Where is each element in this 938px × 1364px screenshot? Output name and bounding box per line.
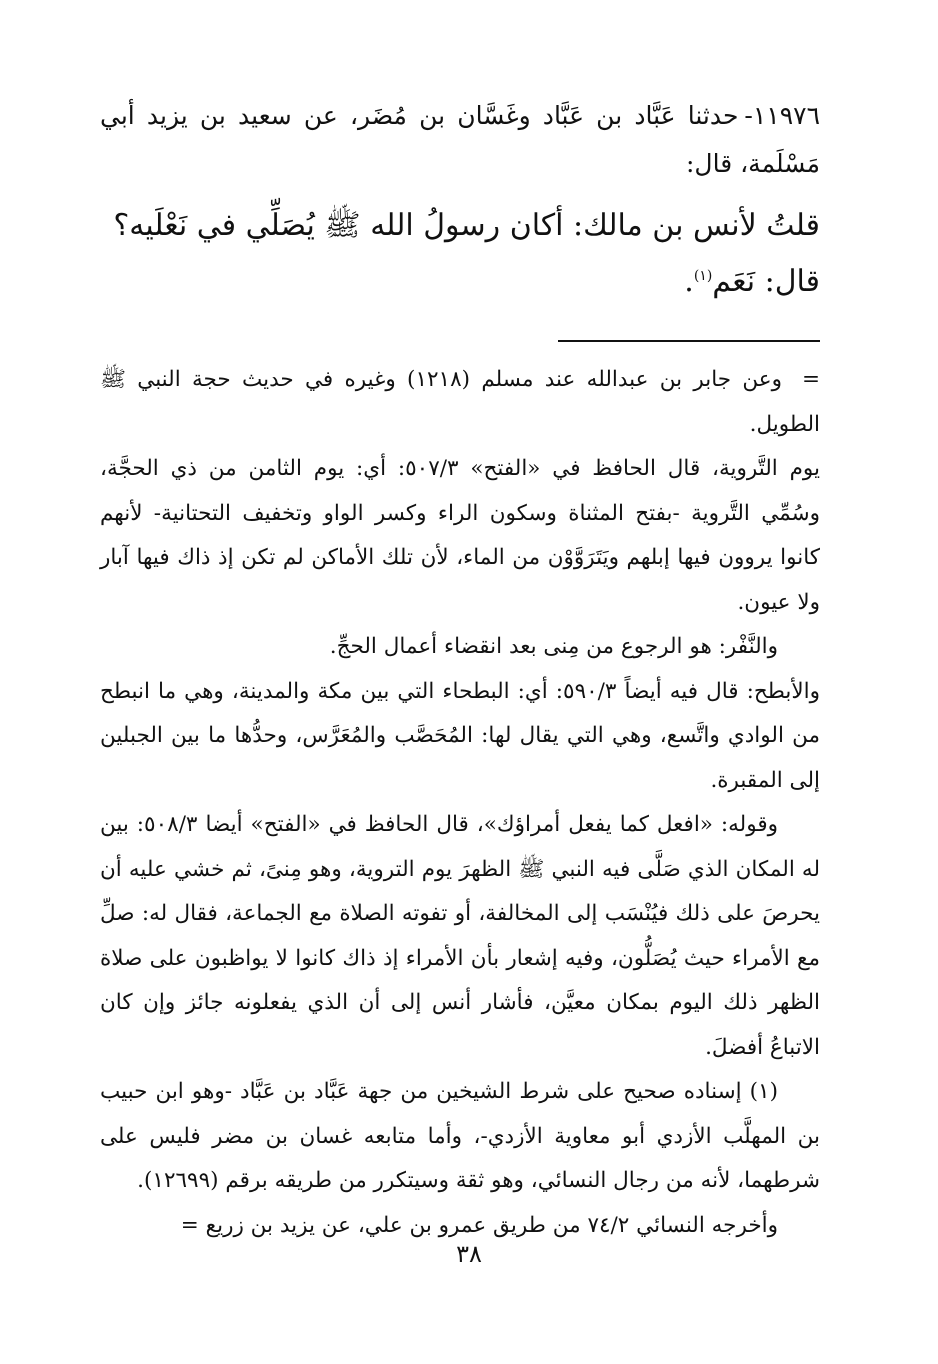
- footnote-paragraph-3: والنَّفْر: هو الرجوع من مِنى بعد انقضاء أعمال الحجِّ.: [329, 634, 778, 659]
- page-number: ٣٨: [456, 1240, 482, 1268]
- footnote-paragraph-6: (١) إسناده صحيح على شرط الشيخين من جهة عَبَّاد بن عَبَّاد -وهو ابن حبيب بن المهلَّب الأزدي أبو معاوية الأزدي-، وأما متابعه غسان بن مضر فليس على شرطهما، لأنه من رجال النسائي، وهو ثقة وسيتكرر من طريقه برقم (١٢٦٩٩).: [100, 1079, 820, 1193]
- hadith-quote-line-2: [100, 254, 820, 310]
- footnote-paragraph-1-text: وعن جابر بن عبدالله عند مسلم (١٢١٨) وغيره في حديث حجة النبي ﷺ الطويل.: [100, 367, 820, 437]
- hadith-number: ١١٩٧٦-: [744, 101, 820, 130]
- continuation-mark: =: [801, 367, 820, 392]
- footnote-paragraph-5: وقوله: «افعل كما يفعل أمراؤك»، قال الحافظ في «الفتح» أيضا ٥٠٨/٣: بين له المكان الذي صَلَّى فيه النبي ﷺ الظهرَ يوم التروية، وهو مِنىً، ثم خشي عليه أن يحرصَ على ذلك فيُنْسَب إلى المخالفة، أو تفوته الصلاة مع الجماعة، فقال له: صلِّ مع الأمراء حيث يُصَلُّون، وفيه إشعار بأن الأمراء إذ ذاك كانوا لا يواظبون على صلاة الظهر ذلك اليوم بمكان معيَّن، فأشار أنس إلى أن الذي يفعلونه جائز وإن كان الاتباعُ أفضلَ.: [100, 812, 820, 1060]
- footnote-paragraph-4: والأبطح: قال فيه أيضاً ٥٩٠/٣: أي: البطحاء التي بين مكة والمدينة، وهي ما انبطح من الوادي واتَّسع، وهي التي يقال لها: المُحَصَّب والمُعَرَّس، وحدُّها ما بين الجبلين إلى المقبرة.: [100, 678, 821, 793]
- footnote-paragraph-1: [100, 358, 820, 447]
- hadith-text: [100, 198, 820, 310]
- hadith-quote-end: .: [684, 264, 694, 299]
- footnote-marker: (١): [693, 268, 713, 284]
- hadith-chain: [100, 92, 820, 188]
- footnotes: [100, 358, 820, 1248]
- hadith-answer: قال: نَعَم: [712, 264, 820, 299]
- hadith-chain-text: حدثنا عَبَّاد بن عَبَّاد وغَسَّان بن مُضَر، عن سعيد بن يزيد أبي مَسْلَمة، قال:: [100, 101, 820, 178]
- footnote-paragraph-7: وأخرجه النسائي ٧٤/٢ من طريق عمرو بن علي، عن يزيد بن زريع =: [180, 1212, 778, 1238]
- hadith-quote-line-1: قلتُ لأنس بن مالك: أكان رسولُ الله ﷺ يُصَلِّي في نَعْلَيه؟: [113, 208, 820, 243]
- footnote-paragraph-2: يوم التَّروية، قال الحافظ في «الفتح» ٥٠٧/٣: أي: يوم الثامن من ذي الحجَّة، وسُمِّي التَّروية -بفتح المثناة وسكون الراء وكسر الواو وتخفيف التحتانية- لأنهم كانوا يروون فيها إبلهم ويَتَرَوَّوْن من الماء، لأن تلك الأماكن لم تكن إذ ذاك فيها آبار ولا عيون.: [100, 456, 820, 615]
- footnote-separator: [558, 340, 820, 342]
